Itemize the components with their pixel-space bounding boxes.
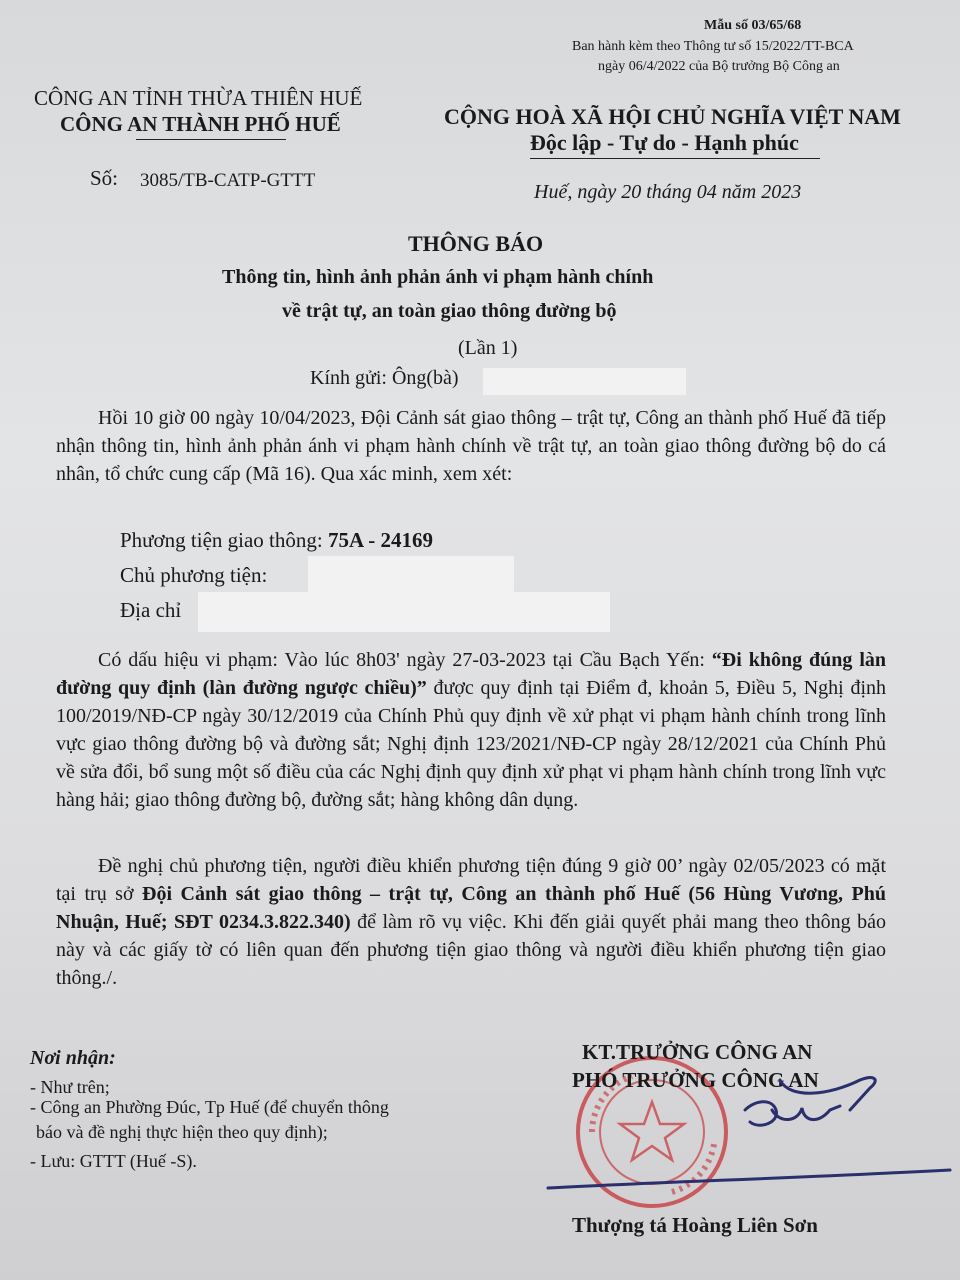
recipient-item: báo và đề nghị thực hiện theo quy định);: [36, 1122, 328, 1142]
redacted-address: [198, 592, 610, 632]
request-prefix: Đề nghị chủ phương tiện, người điều khiển phương tiện đúng 9 giờ 00’ ngày 02/05/2023 có mặt tại trụ sở: [56, 855, 886, 905]
document-round: (Lần 1): [458, 337, 518, 359]
place-date: Huế, ngày 20 tháng 04 năm 2023: [534, 181, 802, 203]
recipient-item: - Công an Phường Đúc, Tp Huế (để chuyển thông: [30, 1097, 389, 1117]
redacted-recipient-name: [483, 368, 686, 395]
doc-number-label: Số:: [90, 166, 119, 190]
owner-label: Chủ phương tiện:: [120, 563, 268, 587]
violation-paragraph: [56, 646, 886, 814]
violation-prefix: Có dấu hiệu vi phạm: Vào lúc 8h03' ngày 27-03-2023 tại Cầu Bạch Yến:: [98, 649, 712, 671]
motto-underline: [530, 158, 820, 159]
signature-title-1: KT.TRƯỞNG CÔNG AN: [582, 1040, 813, 1064]
request-office: Đội Cảnh sát giao thông – trật tự, Công an thành phố Huế (56 Hùng Vương, Phú Nhuận, Huế; SĐT 0234.3.822.340): [56, 883, 886, 933]
redacted-owner: [308, 556, 514, 596]
signature-title-2: PHÓ TRƯỞNG CÔNG AN: [572, 1068, 819, 1092]
vehicle-plate: 75A - 24169: [327, 528, 433, 552]
recipients-title: Nơi nhận:: [30, 1047, 116, 1069]
request-paragraph: [56, 852, 886, 992]
national-title: CỘNG HOÀ XÃ HỘI CHỦ NGHĨA VIỆT NAM: [444, 104, 901, 129]
intro-paragraph: Hồi 10 giờ 00 ngày 10/04/2023, Đội Cảnh sát giao thông – trật tự, Công an thành phố Huế đã tiếp nhận thông tin, hình ảnh phản ánh vi phạm hành chính về trật tự, an toàn giao thông đường bộ do cá nhân, tổ chức cung cấp (Mã 16). Qua xác minh, xem xét:: [56, 407, 886, 485]
signatory-name: Thượng tá Hoàng Liên Sơn: [572, 1213, 818, 1237]
violation-description: “Đi không đúng làn đường quy định (làn đường ngược chiều)”: [56, 649, 886, 699]
document-subtitle-1: Thông tin, hình ảnh phản ánh vi phạm hành chính: [222, 266, 654, 288]
agency-name: CÔNG AN THÀNH PHỐ HUẾ: [60, 112, 341, 136]
form-issued-line1: Ban hành kèm theo Thông tư số 15/2022/TT-BCA: [572, 39, 854, 54]
document-subtitle-2: về trật tự, an toàn giao thông đường bộ: [282, 300, 617, 322]
doc-number: 3085/TB-CATP-GTTT: [140, 170, 316, 191]
vehicle-line: [120, 528, 433, 553]
request-rest: để làm rõ vụ việc. Khi đến giải quyết phải mang theo thông báo này và các giấy tờ có liên quan đến phương tiện giao thông và người điều khiển phương tiện giao thông./.: [56, 911, 887, 989]
agency-underline: [136, 139, 286, 140]
form-issued-line2: ngày 06/4/2022 của Bộ trưởng Bộ Công an: [598, 59, 840, 74]
violation-legal-basis: được quy định tại Điểm đ, khoản 5, Điều 5, Nghị định 100/2019/NĐ-CP ngày 30/12/2019 của Chính Phủ quy định về xử phạt vi phạm hành chính trong lĩnh vực giao thông đường bộ và đường sắt; Nghị định 123/2021/NĐ-CP ngày 28/12/2021 của Chính Phủ về sửa đổi, bổ sung một số điều của các Nghị định quy định xử phạt vi phạm hành chính trong lĩnh vực hàng hải; giao thông đường bộ, đường sắt; hàng không dân dụng.: [56, 677, 887, 811]
recipient-item: - Như trên;: [30, 1077, 110, 1097]
agency-parent: CÔNG AN TỈNH THỪA THIÊN HUẾ: [34, 86, 363, 110]
document-title: THÔNG BÁO: [408, 231, 544, 256]
form-code: Mẫu số 03/65/68: [704, 18, 802, 33]
recipient-item: - Lưu: GTTT (Huế -S).: [30, 1151, 197, 1171]
recipient-line: Kính gửi: Ông(bà): [310, 367, 459, 389]
address-label: Địa chỉ: [120, 598, 182, 622]
handwritten-signature-image: [540, 1070, 960, 1200]
vehicle-label: Phương tiện giao thông:: [120, 528, 323, 552]
national-motto: Độc lập - Tự do - Hạnh phúc: [530, 130, 799, 155]
